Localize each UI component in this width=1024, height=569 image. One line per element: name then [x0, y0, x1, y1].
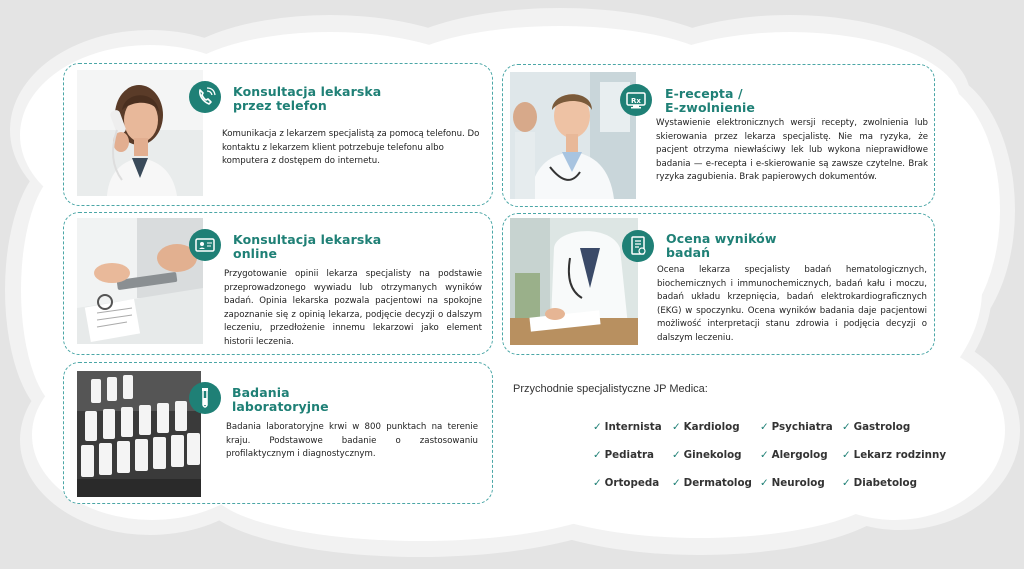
clinic-label: Kardiolog [683, 421, 740, 433]
clinic-label: Pediatra [604, 449, 654, 461]
service-title: Ocena wyników badań [666, 231, 777, 260]
checkmark-icon: ✓ [593, 477, 602, 489]
checkmark-icon: ✓ [672, 421, 681, 433]
clinic-label: Psychiatra [771, 421, 833, 433]
clinic-item [842, 477, 917, 489]
clinic-item [672, 477, 752, 489]
checkmark-icon: ✓ [842, 449, 851, 461]
service-title: Badania laboratoryjne [232, 385, 329, 414]
checkmark-icon: ✓ [842, 421, 851, 433]
checkmark-icon: ✓ [672, 449, 681, 461]
clinic-item [842, 421, 910, 433]
service-title: Konsultacja lekarska przez telefon [233, 84, 382, 113]
checkmark-icon: ✓ [593, 421, 602, 433]
doctor-tablet-photo [77, 218, 203, 344]
doctor-phone-photo [77, 70, 203, 196]
document-results-icon [622, 230, 654, 262]
service-description: Ocena lekarza specjalisty badań hematologicznych, biochemicznych i immunochemicznych, badań kału i moczu, badań układu krzepnięcia, badań elektrokardiograficznych (EKG) w spoczynku. Ocena wyników badania daje pacjentowi możliwość interpretacji stanu zdrowia i podjęcia decyzji o dalszym leczeniu. [657, 265, 927, 343]
online-consultation-icon [189, 229, 221, 261]
checkmark-icon: ✓ [672, 477, 681, 489]
service-title: E-recepta / E-zwolnienie [665, 86, 755, 115]
checkmark-icon: ✓ [593, 449, 602, 461]
test-tube-icon [189, 382, 221, 414]
doctor-documents-photo [510, 218, 638, 345]
clinic-label: Lekarz rodzinny [853, 449, 947, 461]
monitor-prescription-icon [620, 84, 652, 116]
doctor-writing-photo [510, 72, 636, 199]
clinic-label: Ginekolog [683, 449, 742, 461]
clinic-item [672, 449, 742, 461]
clinic-label: Alergolog [771, 449, 828, 461]
clinic-item [593, 477, 659, 489]
clinic-item [593, 421, 662, 433]
service-description: Przygotowanie opinii lekarza specjalisty na podstawie przeprowadzonego wywiadu lub otrzymanych wyników badań. Opinia lekarska pozwala pacjentowi na spokojne zapoznanie się z opinią lekarza, podjęcie decyzji o dalszym leczeniu, przedłożenie innemu lekarzowi jako element historii leczenia. [224, 269, 482, 347]
clinic-item [760, 421, 833, 433]
svg-text:Rx: Rx [631, 97, 641, 105]
test-tubes-photo [77, 371, 201, 497]
clinic-item [672, 421, 740, 433]
clinic-label: Diabetolog [853, 477, 917, 489]
clinic-item [593, 449, 654, 461]
checkmark-icon: ✓ [760, 449, 769, 461]
clinic-item [760, 449, 828, 461]
clinic-label: Gastrolog [853, 421, 911, 433]
service-description: Badania laboratoryjne krwi w 800 punktach na terenie kraju. Podstawowe badanie o zastosowaniu profilaktycznym i diagnostycznym. [226, 422, 478, 460]
clinic-item [760, 477, 825, 489]
clinic-label: Internista [604, 421, 662, 433]
clinic-label: Dermatolog [683, 477, 752, 489]
phone-icon [189, 81, 221, 113]
service-description: Komunikacja z lekarzem specjalistą za pomocą telefonu. Do kontaktu z lekarzem klient potrzebuje telefonu albo komputera z dostępem do internetu. [222, 129, 480, 167]
checkmark-icon: ✓ [760, 421, 769, 433]
clinics-heading: Przychodnie specjalistyczne JP Medica: [513, 383, 708, 395]
clinic-item [842, 449, 946, 461]
service-title: Konsultacja lekarska online [233, 232, 382, 261]
clinic-label: Neurolog [771, 477, 825, 489]
checkmark-icon: ✓ [842, 477, 851, 489]
service-description: Wystawienie elektronicznych wersji recepty, zwolnienia lub skierowania przez lekarza specjalistę. Nie ma ryzyka, że pacjent otrzyma niewłaściwy lek lub wykona nieprawidłowe badania — e-recepta i e-skierowanie są zawsze czytelne. Brak ryzyka zagubienia. Brak papierowych dokumentów. [656, 118, 928, 183]
checkmark-icon: ✓ [760, 477, 769, 489]
clinic-label: Ortopeda [604, 477, 660, 489]
